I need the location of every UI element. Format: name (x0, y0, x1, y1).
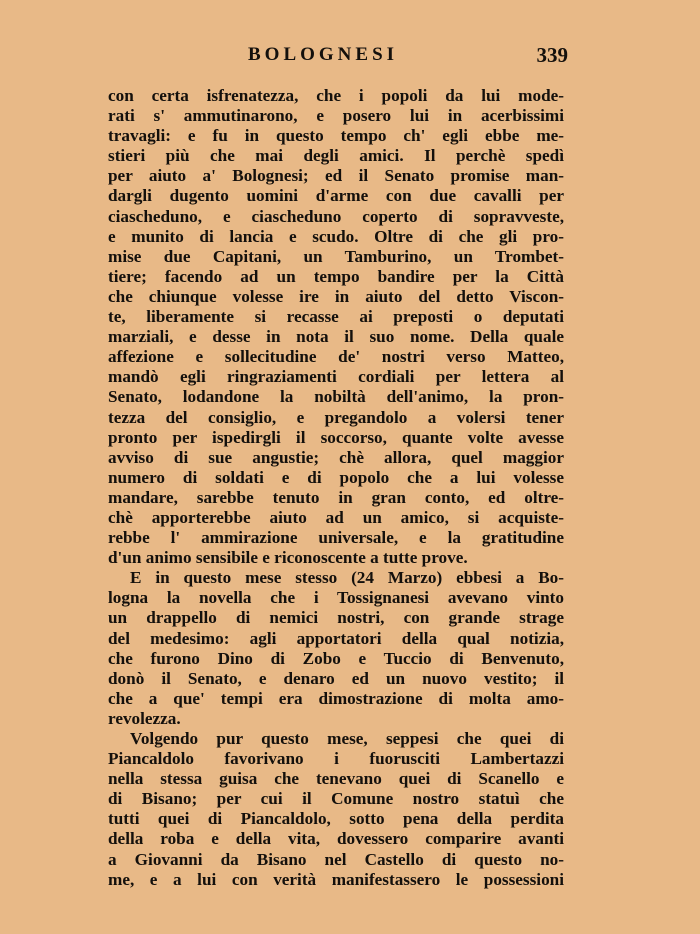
text-line: tezza del consiglio, e pregandolo a volersi tener (108, 407, 564, 427)
text-line: logna la novella che i Tossignanesi avevano vinto (108, 588, 564, 608)
text-line: dargli dugento uomini d'arme con due cavalli per (108, 186, 564, 206)
text-line: nella stessa guisa che tenevano quei di Scanello e (108, 769, 564, 789)
text-line: tutti quei di Piancaldolo, sotto pena della perdita (108, 809, 564, 829)
running-head: BOLOGNESI (248, 44, 399, 65)
text-line: Senato, lodandone la nobiltà dell'animo, la pron- (108, 387, 564, 407)
text-line: che furono Dino di Zobo e Tuccio di Benvenuto, (108, 648, 564, 668)
text-line: revolezza. (108, 708, 181, 728)
text-line: e munito di lancia e scudo. Oltre di che gli pro- (108, 226, 564, 246)
text-line: che a que' tempi era dimostrazione di molta amo- (108, 688, 564, 708)
text-line: pronto per ispedirgli il soccorso, quante volte avesse (108, 427, 564, 447)
text-line: che chiunque volesse ire in aiuto del detto Viscon- (108, 286, 564, 306)
text-line: Piancaldolo favorivano i fuorusciti Lambertazzi (108, 749, 564, 769)
text-line: donò il Senato, e denaro ed un nuovo vestito; il (108, 668, 564, 688)
text-line: stieri più che mai degli amici. Il perchè spedì (108, 146, 564, 166)
text-line: della roba e della vita, dovessero comparire avanti (108, 829, 564, 849)
text-line: affezione e sollecitudine de' nostri verso Matteo, (108, 347, 564, 367)
text-line: me, e a lui con verità manifestassero le possessioni (108, 869, 564, 889)
text-line: mandò egli ringraziamenti cordiali per lettera al (108, 367, 564, 387)
text-line: rebbe l' ammirazione universale, e la gratitudine (108, 528, 564, 548)
text-line: ciascheduno, e ciascheduno coperto di sopravveste, (108, 206, 564, 226)
text-line: numero di soldati e di popolo che a lui volesse (108, 467, 564, 487)
text-line: del medesimo: agli apportatori della qual notizia, (108, 628, 564, 648)
text-line: te, liberamente si recasse ai preposti o deputati (108, 307, 564, 327)
text-line: rati s' ammutinarono, e posero lui in acerbissimi (108, 106, 564, 126)
text-line: a Giovanni da Bisano nel Castello di questo no- (108, 849, 564, 869)
text-line: Volgendo pur questo mese, seppesi che quei di (130, 729, 564, 748)
text-line: avviso di sue angustie; chè allora, quel maggior (108, 447, 564, 467)
page-number: 339 (536, 43, 568, 67)
text-line: marziali, e desse in nota il suo nome. Della quale (108, 327, 564, 347)
body-text (108, 86, 564, 890)
text-line: chè apporterebbe aiuto ad un amico, si acquiste- (108, 507, 564, 527)
text-line: tiere; facendo ad un tempo bandire per la Città (108, 266, 564, 286)
text-line: d'un animo sensibile e riconoscente a tutte prove. (108, 548, 468, 568)
text-line: mise due Capitani, un Tamburino, un Trombet- (108, 246, 564, 266)
text-line: per aiuto a' Bolognesi; ed il Senato promise man- (108, 166, 564, 186)
text-line: un drappello di nemici nostri, con grande strage (108, 608, 564, 628)
text-line: travagli: e fu in questo tempo ch' egli ebbe me- (108, 126, 564, 146)
text-line: di Bisano; per cui il Comune nostro statuì che (108, 789, 564, 809)
page-header (108, 44, 568, 74)
text-line: E in questo mese stesso (24 Marzo) ebbesi a Bo- (130, 568, 564, 588)
text-line: con certa isfrenatezza, che i popoli da lui mode- (108, 86, 564, 105)
text-line: mandare, sarebbe tenuto in gran conto, ed oltre- (108, 487, 564, 507)
